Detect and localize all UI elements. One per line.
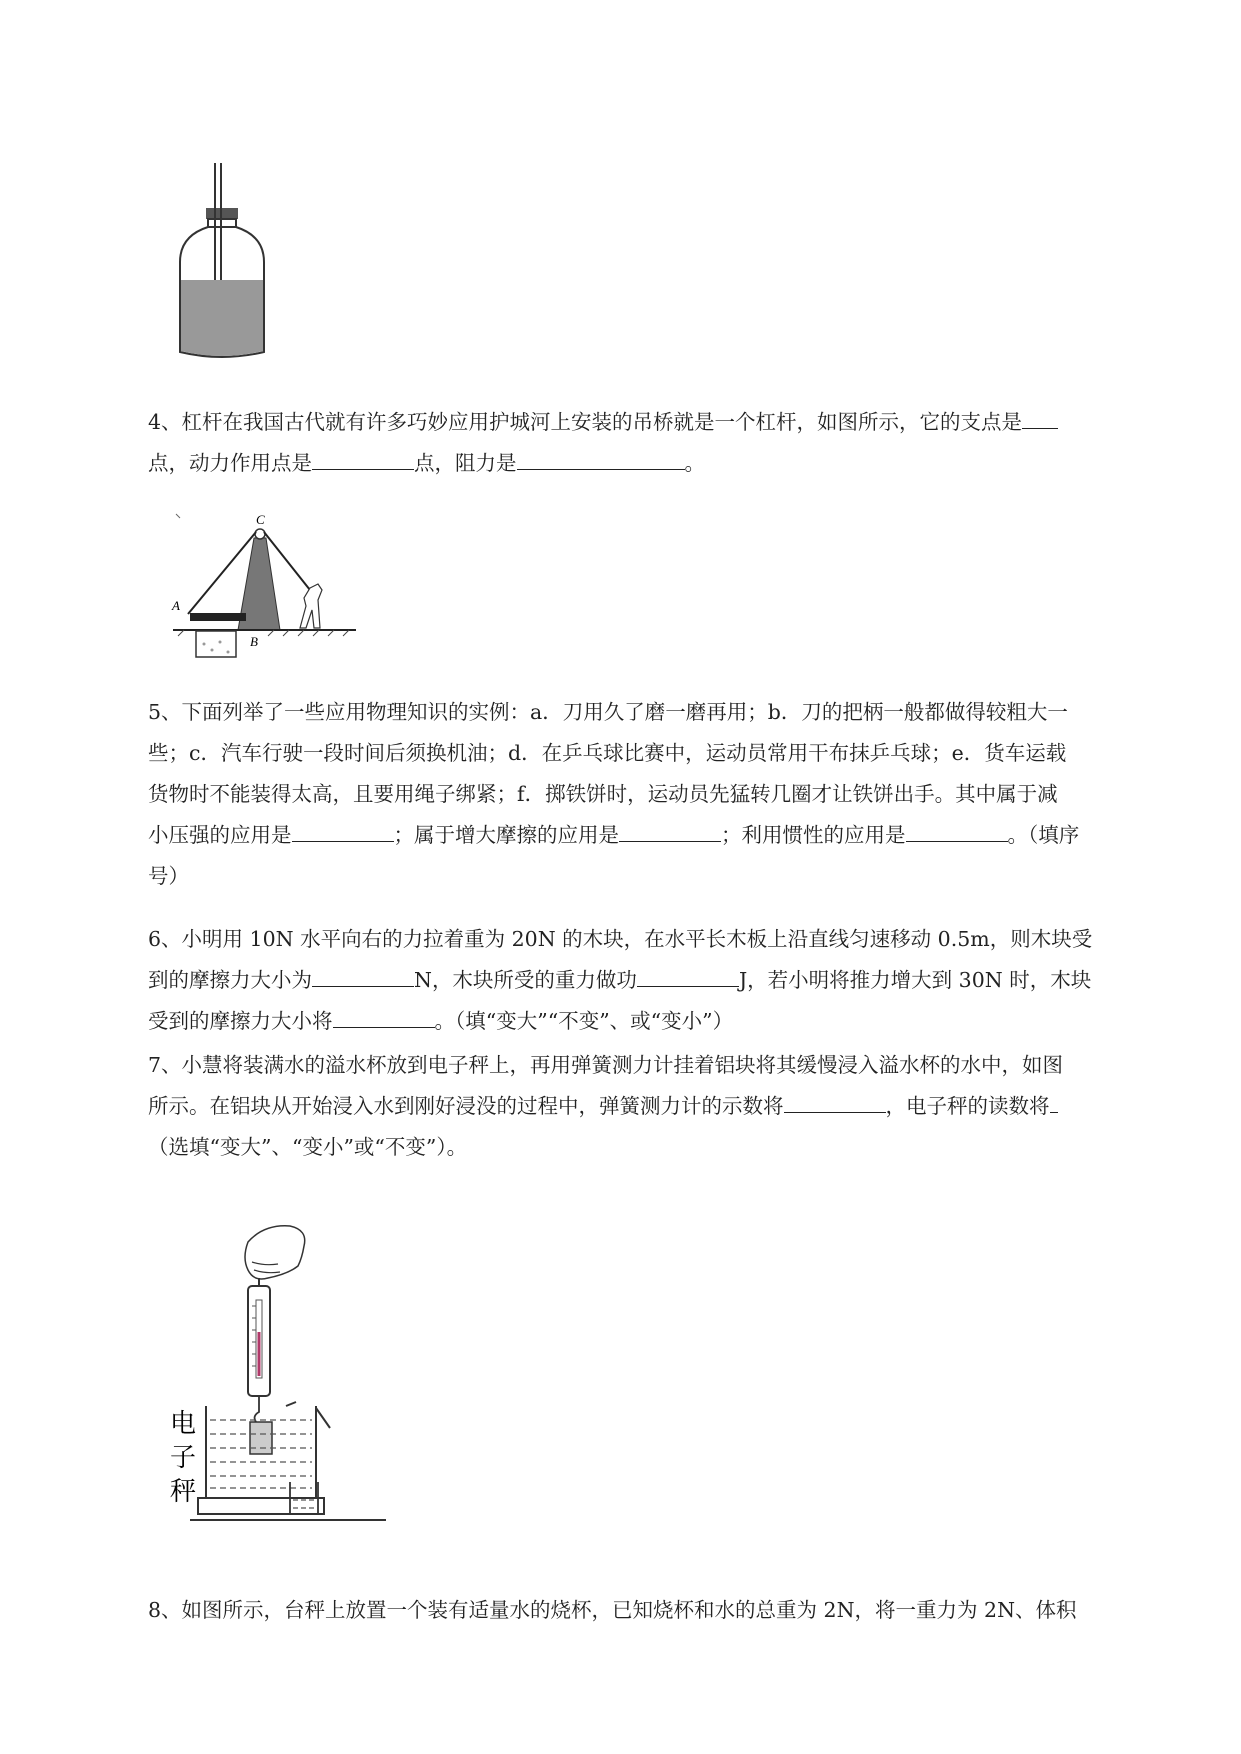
q5-blank-friction[interactable]	[619, 822, 721, 842]
label-dian: 电	[170, 1409, 197, 1439]
question-7	[148, 1045, 1158, 1168]
q7-line1: 7、小慧将装满水的溢水杯放到电子秤上，再用弹簧测力计挂着铝块将其缓慢浸入溢水杯的水中，如图	[148, 1053, 1064, 1077]
label-b: B	[250, 634, 258, 649]
bridge-plank	[190, 613, 246, 621]
q4-line1: 4、杠杆在我国古代就有许多巧妙应用护城河上安装的吊桥就是一个杠杆，如图所示，它的支点是	[148, 402, 1158, 443]
q5-line4: 小压强的应用是 ；属于增大摩擦的应用是 ；利用惯性的应用是 。（填序	[148, 823, 1080, 847]
pulley-c	[255, 529, 265, 539]
q6-line1: 6、小明用 10N 水平向右的力拉着重为 20N 的木块，在水平长木板上沿直线匀速移动 0.5m，则木块受	[148, 927, 1093, 951]
q4-blank-resistance[interactable]	[517, 450, 685, 470]
q6-line2: 到的摩擦力大小为 N，木块所受的重力做功 J，若小明将推力增大到 30N 时，木块	[148, 968, 1092, 992]
q5-line1: 5、下面列举了一些应用物理知识的实例：a．刀用久了磨一磨再用；b．刀的把柄一般都做得较粗大一	[148, 700, 1068, 724]
q5-line5: 号）	[148, 864, 189, 888]
q5-line3: 货物时不能装得太高，且要用绳子绑紧；f．掷铁饼时，运动员先猛转几圈才让铁饼出手。其中属于减	[148, 782, 1058, 806]
label-a: A	[172, 598, 180, 613]
question-5	[148, 692, 1158, 897]
drawbridge-figure	[168, 510, 358, 660]
question-6	[148, 919, 1158, 1042]
q6-line3: 受到的摩擦力大小将 。（填“变大”“不变”、或“变小”）	[148, 1009, 734, 1033]
q5-line2: 些；c．汽车行驶一段时间后须换机油；d．在乒乓球比赛中，运动员常用干布抹乒乓球；e．货车运载	[148, 741, 1067, 765]
q4-blank-fulcrum[interactable]	[1022, 409, 1058, 429]
overflow-cup-figure	[168, 1222, 398, 1527]
q5-blank-pressure[interactable]	[292, 822, 394, 842]
label-cheng: 秤	[170, 1477, 197, 1507]
q4-line2: 点，动力作用点是 点，阻力是 。	[148, 451, 705, 475]
label-zi: 子	[170, 1443, 197, 1473]
moat	[196, 631, 236, 657]
bottle-figure	[170, 160, 270, 360]
q6-blank-friction-change[interactable]	[333, 1008, 435, 1028]
question-4	[148, 402, 1158, 484]
aluminum-block	[250, 1422, 272, 1454]
q7-line2: 所示。在铝块从开始浸入水到刚好浸没的过程中，弹簧测力计的示数将 ，电子秤的读数将	[148, 1086, 1158, 1127]
person-figure	[300, 584, 322, 628]
hand-icon	[245, 1226, 305, 1279]
q4-blank-effort-point[interactable]	[312, 450, 414, 470]
q7-line3: （选填“变大”、“变小”或“不变”）。	[148, 1135, 468, 1159]
q8-line1: 8、如图所示，台秤上放置一个装有适量水的烧杯，已知烧杯和水的总重为 2N，将一重力为 2N、体积	[148, 1598, 1077, 1622]
q5-blank-inertia[interactable]	[906, 822, 1008, 842]
label-c: C	[256, 512, 265, 527]
bottle-water	[181, 280, 263, 356]
q7-blank-spring-reading[interactable]	[784, 1093, 886, 1113]
question-8	[148, 1590, 1158, 1631]
q6-blank-gravity-work[interactable]	[637, 967, 739, 987]
q6-blank-friction-force[interactable]	[312, 967, 414, 987]
q7-blank-scale-reading[interactable]	[1050, 1093, 1058, 1113]
